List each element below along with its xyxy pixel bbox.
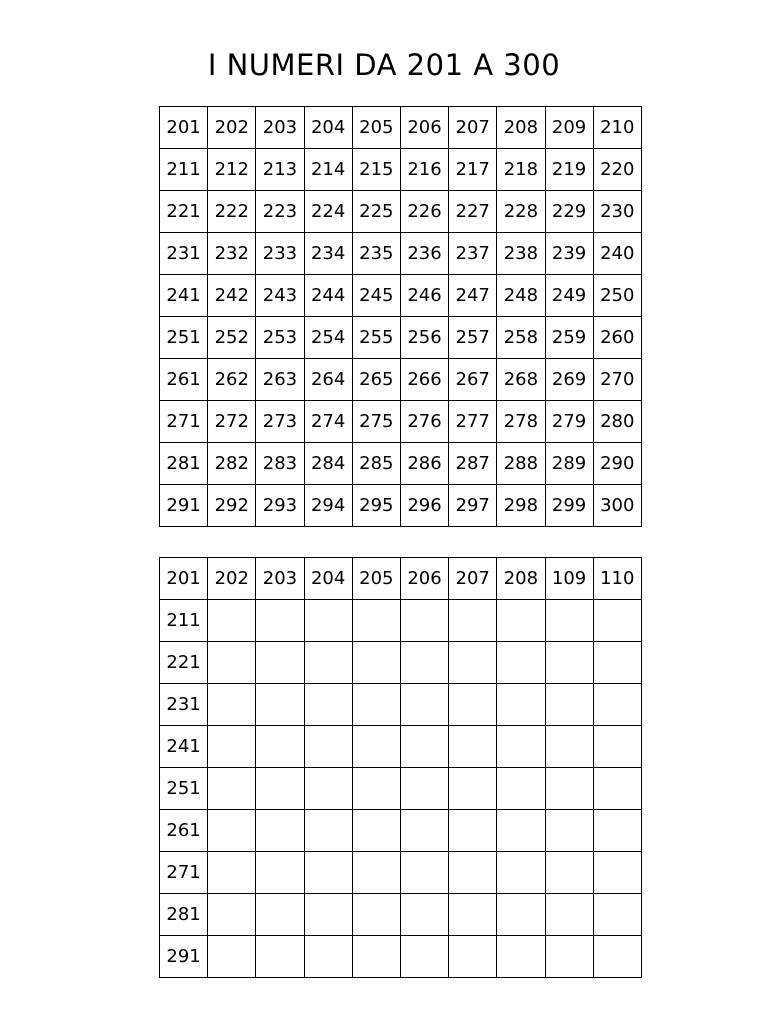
grid-row <box>160 401 642 443</box>
number-cell: 274 <box>304 401 352 443</box>
empty-cell[interactable] <box>449 642 497 684</box>
full-number-grid <box>159 106 642 527</box>
number-cell: 287 <box>449 443 497 485</box>
empty-cell[interactable] <box>497 726 545 768</box>
empty-cell[interactable] <box>593 810 641 852</box>
number-cell: 230 <box>593 191 641 233</box>
grid-row <box>160 317 642 359</box>
grid-row <box>160 191 642 233</box>
empty-cell[interactable] <box>545 642 593 684</box>
empty-cell[interactable] <box>208 600 256 642</box>
number-cell: 283 <box>256 443 304 485</box>
number-cell: 236 <box>400 233 448 275</box>
number-cell: 208 <box>497 107 545 149</box>
empty-cell[interactable] <box>545 726 593 768</box>
grid-row <box>160 233 642 275</box>
number-cell: 259 <box>545 317 593 359</box>
number-cell: 217 <box>449 149 497 191</box>
number-cell: 210 <box>593 107 641 149</box>
number-cell: 298 <box>497 485 545 527</box>
number-cell: 221 <box>160 191 208 233</box>
number-cell: 285 <box>352 443 400 485</box>
empty-cell[interactable] <box>304 768 352 810</box>
empty-cell[interactable] <box>545 810 593 852</box>
number-cell: 275 <box>352 401 400 443</box>
number-cell: 282 <box>208 443 256 485</box>
empty-cell[interactable] <box>208 810 256 852</box>
number-cell: 273 <box>256 401 304 443</box>
number-cell: 228 <box>497 191 545 233</box>
empty-cell[interactable] <box>304 684 352 726</box>
empty-cell[interactable] <box>256 726 304 768</box>
number-cell: 239 <box>545 233 593 275</box>
number-cell: 247 <box>449 275 497 317</box>
number-cell: 279 <box>545 401 593 443</box>
empty-cell[interactable] <box>304 642 352 684</box>
number-cell: 286 <box>400 443 448 485</box>
number-cell: 202 <box>208 107 256 149</box>
number-cell: 207 <box>449 558 497 600</box>
empty-cell[interactable] <box>352 600 400 642</box>
empty-cell[interactable] <box>208 852 256 894</box>
number-cell: 203 <box>256 107 304 149</box>
grid-row <box>160 485 642 527</box>
empty-cell[interactable] <box>449 726 497 768</box>
number-cell: 242 <box>208 275 256 317</box>
empty-cell[interactable] <box>256 894 304 936</box>
number-cell: 241 <box>160 275 208 317</box>
empty-cell[interactable] <box>256 600 304 642</box>
number-cell: 240 <box>593 233 641 275</box>
number-cell: 281 <box>160 443 208 485</box>
empty-cell[interactable] <box>304 810 352 852</box>
number-cell: 243 <box>256 275 304 317</box>
number-cell: 209 <box>545 107 593 149</box>
empty-cell[interactable] <box>449 768 497 810</box>
empty-cell[interactable] <box>497 810 545 852</box>
number-cell: 257 <box>449 317 497 359</box>
empty-cell[interactable] <box>352 852 400 894</box>
grid-row <box>160 726 642 768</box>
number-cell: 235 <box>352 233 400 275</box>
empty-cell[interactable] <box>304 726 352 768</box>
number-cell: 260 <box>593 317 641 359</box>
empty-cell[interactable] <box>497 852 545 894</box>
empty-cell[interactable] <box>256 684 304 726</box>
empty-cell[interactable] <box>256 852 304 894</box>
grid-row <box>160 275 642 317</box>
number-cell: 213 <box>256 149 304 191</box>
number-cell: 267 <box>449 359 497 401</box>
grid-row <box>160 443 642 485</box>
number-cell: 253 <box>256 317 304 359</box>
number-cell: 204 <box>304 107 352 149</box>
empty-cell[interactable] <box>497 768 545 810</box>
empty-cell[interactable] <box>593 726 641 768</box>
grid-row <box>160 107 642 149</box>
number-cell: 206 <box>400 107 448 149</box>
empty-cell[interactable] <box>208 642 256 684</box>
empty-cell[interactable] <box>352 768 400 810</box>
empty-cell[interactable] <box>400 726 448 768</box>
number-cell: 251 <box>160 317 208 359</box>
empty-cell[interactable] <box>545 684 593 726</box>
number-cell: 219 <box>545 149 593 191</box>
grid-row <box>160 768 642 810</box>
number-cell: 276 <box>400 401 448 443</box>
number-cell: 293 <box>256 485 304 527</box>
number-cell: 248 <box>497 275 545 317</box>
number-cell: 201 <box>160 558 208 600</box>
number-cell: 110 <box>593 558 641 600</box>
empty-cell[interactable] <box>449 894 497 936</box>
number-cell: 250 <box>593 275 641 317</box>
empty-cell[interactable] <box>400 936 448 978</box>
empty-cell[interactable] <box>545 894 593 936</box>
number-cell: 251 <box>160 768 208 810</box>
empty-cell[interactable] <box>256 936 304 978</box>
number-cell: 281 <box>160 894 208 936</box>
number-cell: 222 <box>208 191 256 233</box>
number-cell: 227 <box>449 191 497 233</box>
number-cell: 254 <box>304 317 352 359</box>
empty-cell[interactable] <box>497 642 545 684</box>
empty-cell[interactable] <box>449 936 497 978</box>
grid-row <box>160 936 642 978</box>
empty-cell[interactable] <box>593 642 641 684</box>
number-cell: 203 <box>256 558 304 600</box>
empty-cell[interactable] <box>400 642 448 684</box>
number-cell: 292 <box>208 485 256 527</box>
number-cell: 280 <box>593 401 641 443</box>
number-cell: 262 <box>208 359 256 401</box>
number-cell: 291 <box>160 936 208 978</box>
grid-row <box>160 810 642 852</box>
number-cell: 263 <box>256 359 304 401</box>
number-cell: 266 <box>400 359 448 401</box>
number-cell: 265 <box>352 359 400 401</box>
number-cell: 207 <box>449 107 497 149</box>
number-cell: 294 <box>304 485 352 527</box>
number-cell: 272 <box>208 401 256 443</box>
number-cell: 269 <box>545 359 593 401</box>
grid-row <box>160 684 642 726</box>
number-cell: 271 <box>160 401 208 443</box>
empty-cell[interactable] <box>352 810 400 852</box>
number-cell: 211 <box>160 600 208 642</box>
number-cell: 214 <box>304 149 352 191</box>
empty-cell[interactable] <box>400 600 448 642</box>
number-cell: 224 <box>304 191 352 233</box>
number-cell: 204 <box>304 558 352 600</box>
empty-cell[interactable] <box>497 894 545 936</box>
empty-cell[interactable] <box>449 684 497 726</box>
number-cell: 249 <box>545 275 593 317</box>
empty-cell[interactable] <box>304 852 352 894</box>
number-cell: 205 <box>352 558 400 600</box>
empty-cell[interactable] <box>304 600 352 642</box>
number-cell: 231 <box>160 684 208 726</box>
number-cell: 255 <box>352 317 400 359</box>
number-cell: 215 <box>352 149 400 191</box>
number-cell: 261 <box>160 359 208 401</box>
number-cell: 232 <box>208 233 256 275</box>
number-cell: 238 <box>497 233 545 275</box>
empty-cell[interactable] <box>449 600 497 642</box>
number-cell: 268 <box>497 359 545 401</box>
number-cell: 296 <box>400 485 448 527</box>
number-cell: 252 <box>208 317 256 359</box>
number-cell: 225 <box>352 191 400 233</box>
number-cell: 289 <box>545 443 593 485</box>
empty-cell[interactable] <box>352 894 400 936</box>
number-cell: 245 <box>352 275 400 317</box>
number-cell: 300 <box>593 485 641 527</box>
empty-cell[interactable] <box>352 684 400 726</box>
empty-cell[interactable] <box>208 768 256 810</box>
empty-cell[interactable] <box>593 600 641 642</box>
empty-cell[interactable] <box>304 894 352 936</box>
empty-cell[interactable] <box>593 852 641 894</box>
empty-cell[interactable] <box>400 768 448 810</box>
number-cell: 290 <box>593 443 641 485</box>
number-cell: 291 <box>160 485 208 527</box>
number-cell: 109 <box>545 558 593 600</box>
empty-cell[interactable] <box>545 600 593 642</box>
number-cell: 229 <box>545 191 593 233</box>
number-cell: 295 <box>352 485 400 527</box>
number-cell: 221 <box>160 642 208 684</box>
empty-cell[interactable] <box>545 852 593 894</box>
empty-cell[interactable] <box>593 936 641 978</box>
number-cell: 288 <box>497 443 545 485</box>
number-cell: 216 <box>400 149 448 191</box>
number-cell: 256 <box>400 317 448 359</box>
empty-cell[interactable] <box>545 936 593 978</box>
number-cell: 299 <box>545 485 593 527</box>
number-cell: 277 <box>449 401 497 443</box>
grid-row <box>160 149 642 191</box>
fill-in-number-grid <box>159 557 642 978</box>
empty-cell[interactable] <box>352 936 400 978</box>
empty-cell[interactable] <box>400 810 448 852</box>
grid-header-row <box>160 558 642 600</box>
number-cell: 231 <box>160 233 208 275</box>
number-cell: 201 <box>160 107 208 149</box>
number-cell: 218 <box>497 149 545 191</box>
number-cell: 226 <box>400 191 448 233</box>
page-title: I NUMERI DA 201 A 300 <box>207 48 561 82</box>
empty-cell[interactable] <box>497 936 545 978</box>
empty-cell[interactable] <box>545 768 593 810</box>
empty-cell[interactable] <box>497 600 545 642</box>
number-cell: 223 <box>256 191 304 233</box>
number-cell: 258 <box>497 317 545 359</box>
grid-row <box>160 359 642 401</box>
grid-row <box>160 642 642 684</box>
empty-cell[interactable] <box>208 684 256 726</box>
empty-cell[interactable] <box>208 894 256 936</box>
number-cell: 234 <box>304 233 352 275</box>
number-cell: 270 <box>593 359 641 401</box>
empty-cell[interactable] <box>304 936 352 978</box>
number-cell: 246 <box>400 275 448 317</box>
number-cell: 261 <box>160 810 208 852</box>
number-cell: 202 <box>208 558 256 600</box>
number-cell: 264 <box>304 359 352 401</box>
number-cell: 211 <box>160 149 208 191</box>
empty-cell[interactable] <box>593 768 641 810</box>
number-cell: 237 <box>449 233 497 275</box>
number-cell: 220 <box>593 149 641 191</box>
number-cell: 278 <box>497 401 545 443</box>
number-cell: 244 <box>304 275 352 317</box>
number-cell: 205 <box>352 107 400 149</box>
empty-cell[interactable] <box>256 810 304 852</box>
number-cell: 212 <box>208 149 256 191</box>
empty-cell[interactable] <box>593 894 641 936</box>
number-cell: 284 <box>304 443 352 485</box>
number-cell: 206 <box>400 558 448 600</box>
empty-cell[interactable] <box>497 684 545 726</box>
number-cell: 271 <box>160 852 208 894</box>
empty-cell[interactable] <box>208 726 256 768</box>
empty-cell[interactable] <box>400 852 448 894</box>
empty-cell[interactable] <box>256 642 304 684</box>
grid-row <box>160 600 642 642</box>
number-cell: 233 <box>256 233 304 275</box>
number-cell: 208 <box>497 558 545 600</box>
empty-cell[interactable] <box>256 768 304 810</box>
empty-cell[interactable] <box>400 894 448 936</box>
grid-row <box>160 894 642 936</box>
grid-row <box>160 852 642 894</box>
empty-cell[interactable] <box>449 852 497 894</box>
empty-cell[interactable] <box>352 726 400 768</box>
empty-cell[interactable] <box>208 936 256 978</box>
number-cell: 297 <box>449 485 497 527</box>
number-cell: 241 <box>160 726 208 768</box>
empty-cell[interactable] <box>593 684 641 726</box>
empty-cell[interactable] <box>400 684 448 726</box>
empty-cell[interactable] <box>352 642 400 684</box>
empty-cell[interactable] <box>449 810 497 852</box>
